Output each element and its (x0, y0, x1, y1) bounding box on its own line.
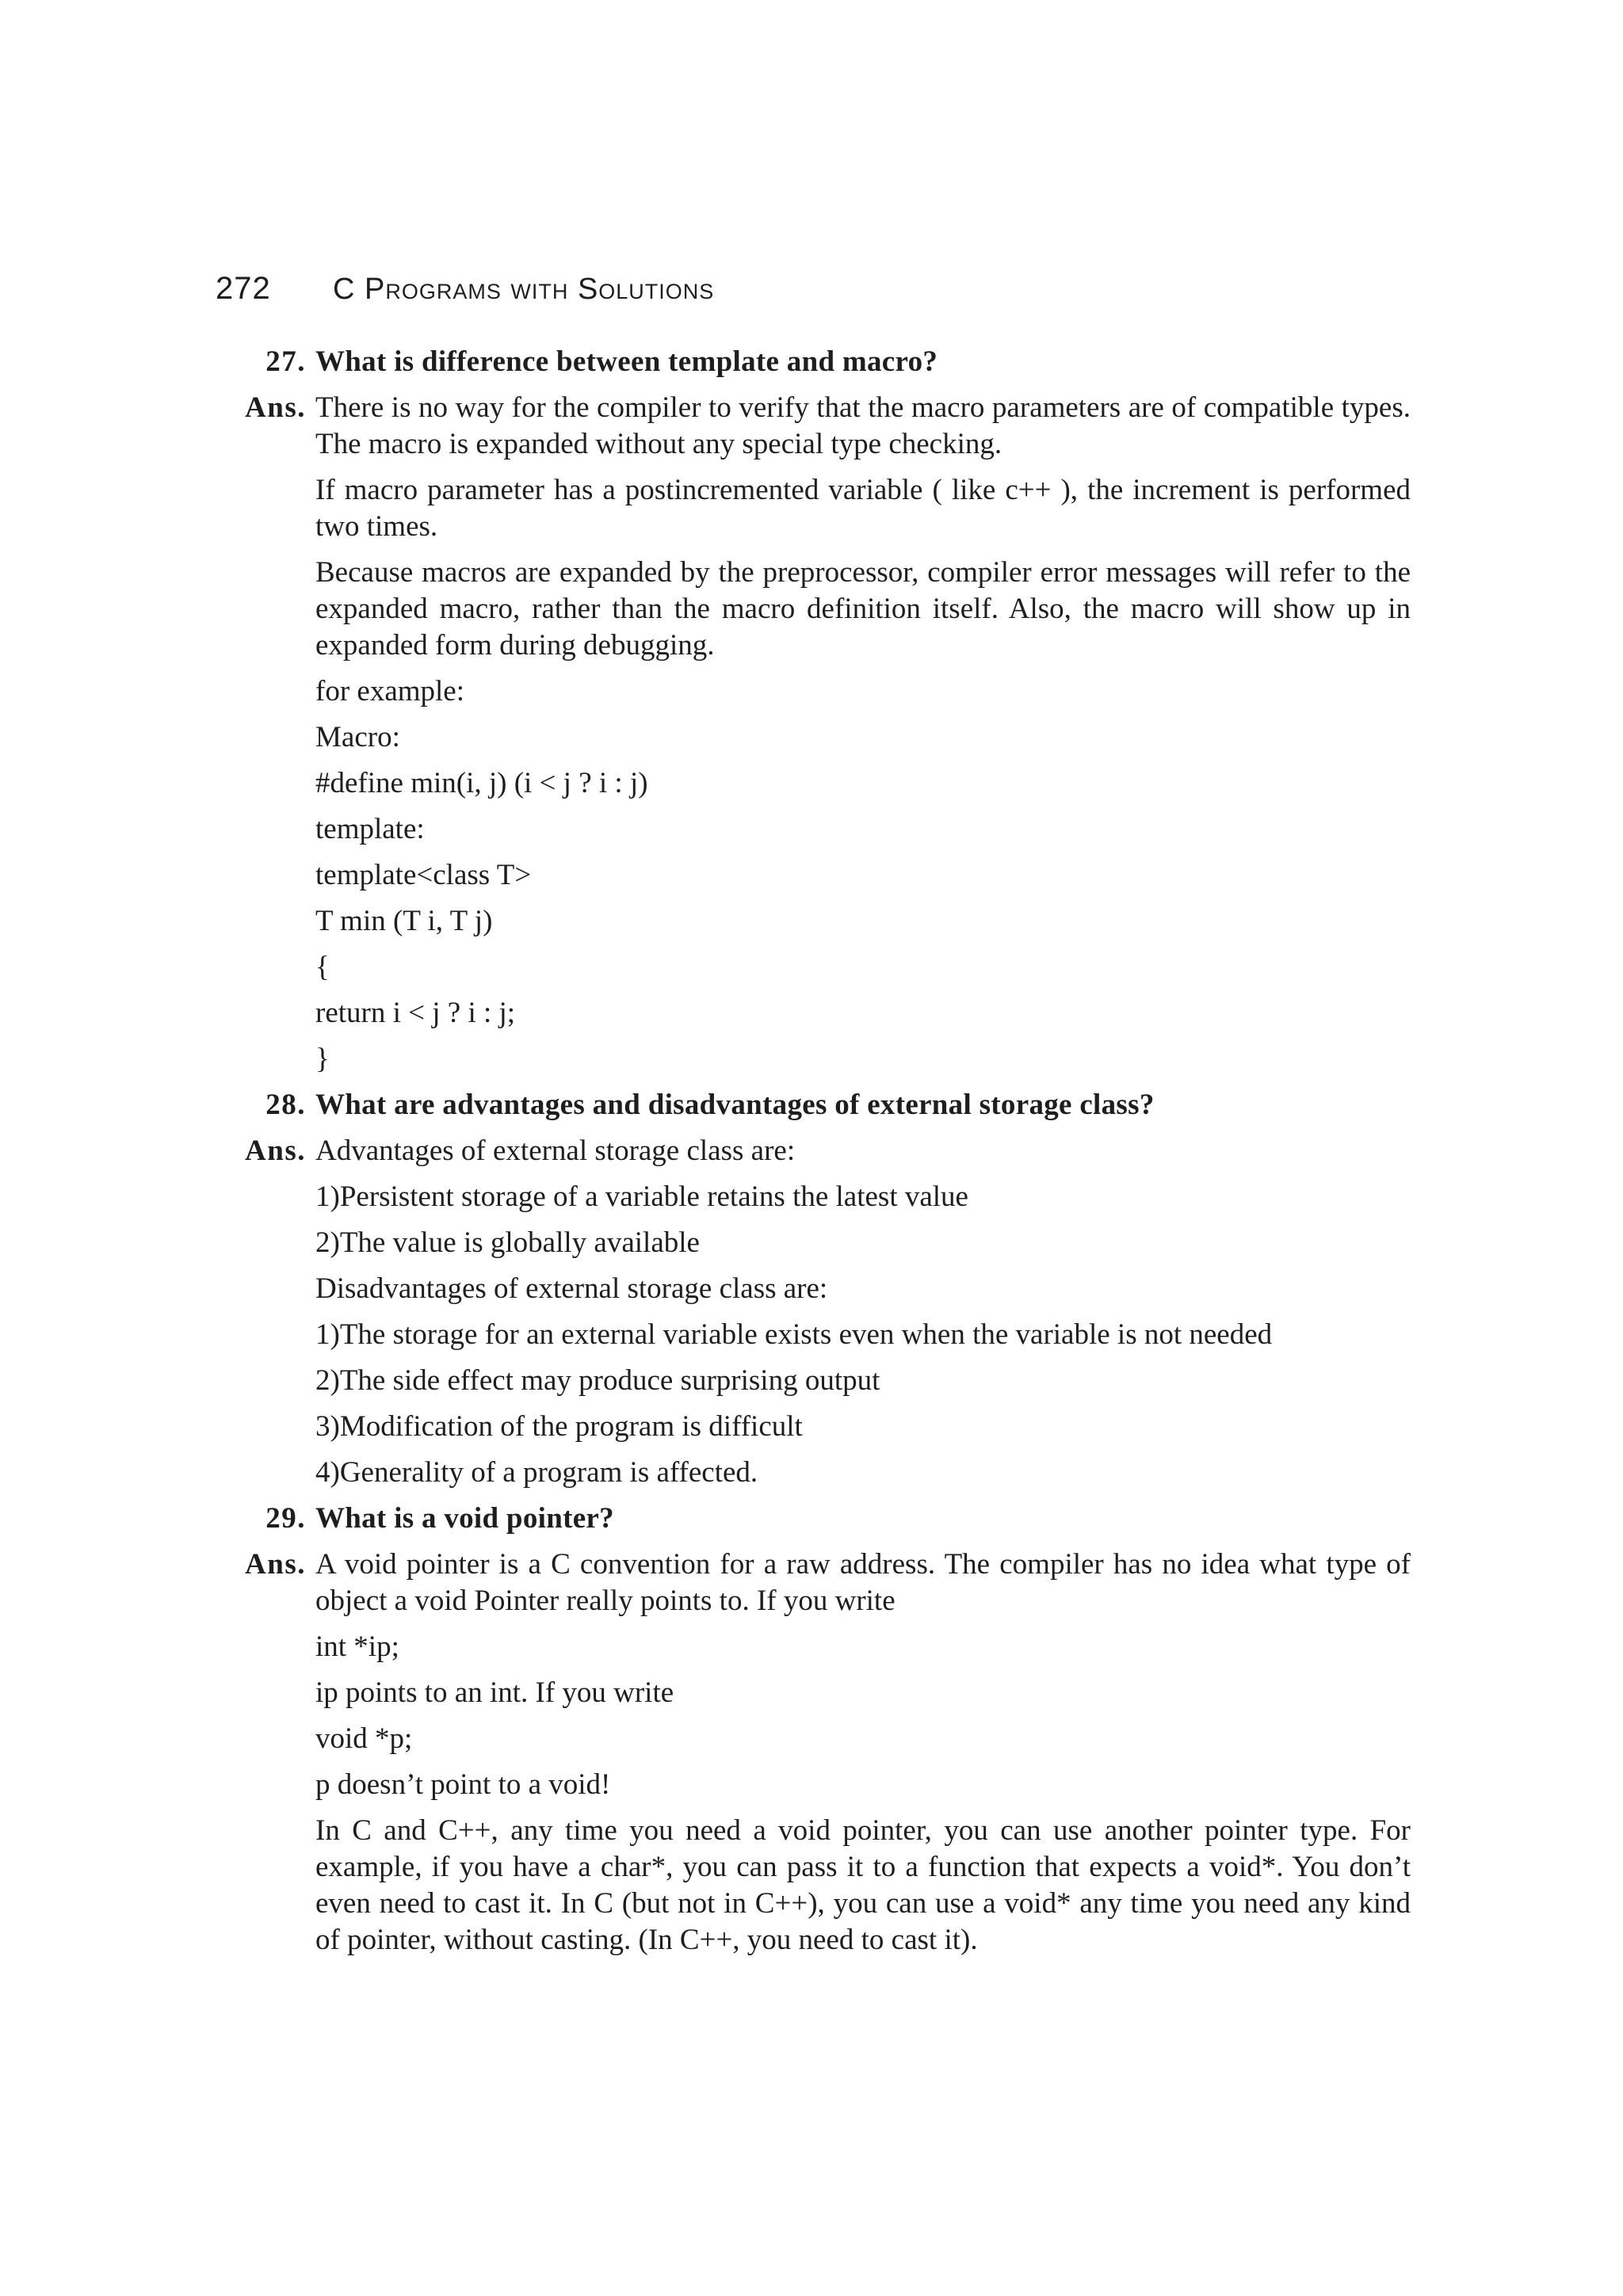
list-item: 4)Generality of a program is affected. (315, 1456, 758, 1489)
answer-label: Ans. (245, 1548, 306, 1581)
answer-28 (206, 1133, 1411, 1491)
answer-paragraph: If macro parameter has a postincremented variable ( like c++ ), the increment is performed two times. (315, 474, 1411, 543)
book-title: C Programs with Solutions (333, 273, 715, 306)
answer-body (315, 1133, 1411, 1491)
question-number: 29. (265, 1502, 306, 1535)
answer-29 (206, 1547, 1411, 1958)
page-content (206, 344, 1411, 1958)
list-item: 1)Persistent storage of a variable retains the latest value (315, 1180, 968, 1213)
answer-body (315, 390, 1411, 1077)
code-line: #define min(i, j) (i < j ? i : j) (315, 767, 648, 799)
code-line: int *ip; (315, 1630, 399, 1663)
question-text: What is a void pointer? (315, 1502, 614, 1535)
page-number: 272 (216, 271, 271, 306)
code-line: return i < j ? i : j; (315, 997, 516, 1029)
code-line: T min (T i, T j) (315, 905, 493, 937)
code-line: } (315, 1043, 330, 1075)
list-item: 2)The side effect may produce surprising output (315, 1364, 880, 1397)
answer-27 (206, 390, 1411, 1077)
code-line: { (315, 951, 330, 983)
question-28 (206, 1087, 1411, 1123)
answer-label: Ans. (245, 1135, 306, 1167)
code-line: void *p; (315, 1722, 413, 1755)
answer-line: Disadvantages of external storage class are: (315, 1272, 828, 1305)
code-line: template<class T> (315, 859, 532, 891)
answer-line: p doesn’t point to a void! (315, 1768, 611, 1801)
answer-body (315, 1547, 1411, 1958)
answer-paragraph: In C and C++, any time you need a void pointer, you can use another pointer type. For example, if you have a char*, you can pass it to a function that expects a void*. You don’t even need to cast it. In C (but not in C++), you can use a void* any time you need any kind of pointer, without casting. (In C++, you need to cast it). (315, 1814, 1411, 1956)
question-number: 28. (265, 1089, 306, 1121)
question-27 (206, 344, 1411, 380)
answer-line: for example: (315, 675, 464, 707)
question-number: 27. (265, 345, 306, 378)
list-item: 1)The storage for an external variable exists even when the variable is not needed (315, 1318, 1273, 1351)
list-item: 3)Modification of the program is difficult (315, 1410, 803, 1443)
question-29 (206, 1501, 1411, 1537)
answer-line: ip points to an int. If you write (315, 1676, 674, 1709)
page-header (216, 271, 714, 318)
answer-line: Macro: (315, 721, 400, 753)
answer-paragraph: Because macros are expanded by the preprocessor, compiler error messages will refer to the expanded macro, rather than the macro definition itself. Also, the macro will show up in expanded form during debugging. (315, 556, 1411, 662)
list-item: 2)The value is globally available (315, 1226, 700, 1259)
question-text: What is difference between template and macro? (315, 345, 938, 378)
answer-line: template: (315, 813, 425, 845)
answer-label: Ans. (245, 391, 306, 424)
answer-line: Advantages of external storage class are: (315, 1135, 796, 1167)
question-text: What are advantages and disadvantages of external storage class? (315, 1089, 1155, 1121)
answer-paragraph: There is no way for the compiler to verify that the macro parameters are of compatible types. The macro is expanded without any special type checking. (315, 391, 1411, 460)
answer-paragraph: A void pointer is a C convention for a raw address. The compiler has no idea what type of object a void Pointer really points to. If you write (315, 1548, 1411, 1617)
